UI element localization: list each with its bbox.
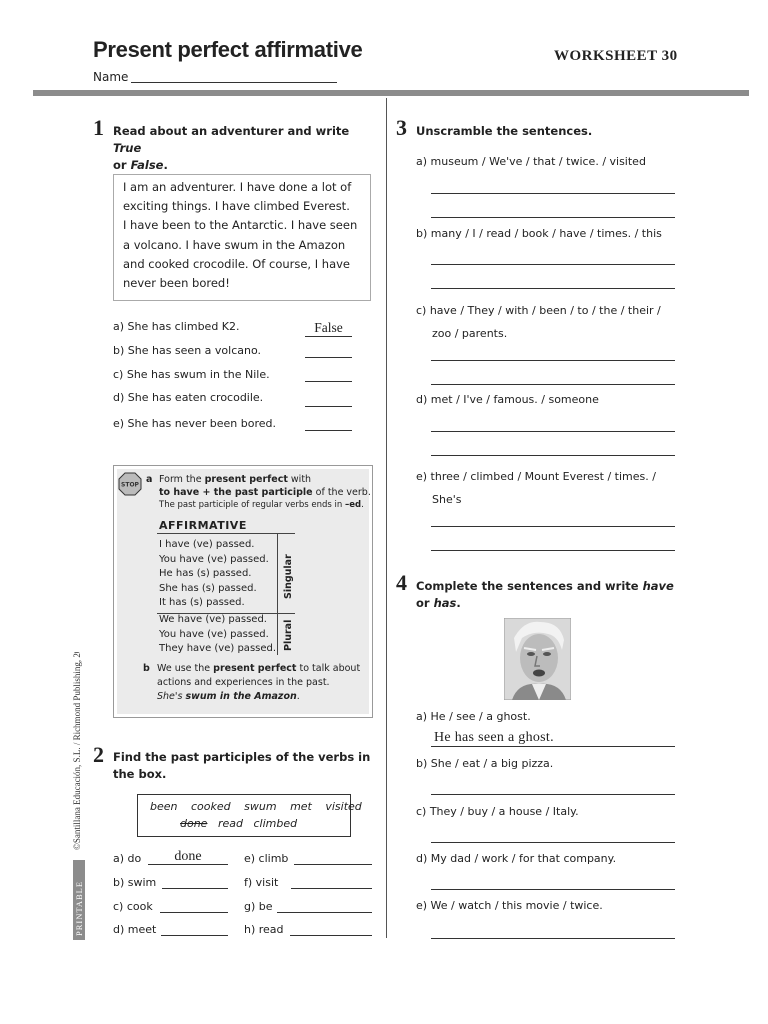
s2-answer-h[interactable] bbox=[290, 920, 372, 936]
verb-box-row-1: been cooked swum met visited bbox=[150, 800, 362, 813]
verb-box-row-2: done read climbed bbox=[180, 817, 298, 830]
table-top-rule bbox=[157, 533, 295, 534]
s2-question-d: d) meet bbox=[113, 923, 157, 936]
section-4-heading: Complete the sentences and write have or has. bbox=[416, 579, 674, 610]
s4-answer-e[interactable] bbox=[431, 938, 675, 939]
s2-question-h: h) read bbox=[244, 923, 284, 936]
s3-item-a: a) museum / We've / that / twice. / visited bbox=[416, 155, 646, 168]
plural-forms: We have (ve) passed. You have (ve) passed. They have (ve) passed. bbox=[159, 614, 277, 654]
name-line[interactable] bbox=[131, 82, 337, 83]
table-side-rule bbox=[277, 533, 278, 655]
s2-question-a: a) do bbox=[113, 852, 142, 865]
svg-text:Singular: Singular bbox=[283, 554, 294, 599]
svg-text:Plural: Plural bbox=[283, 619, 294, 651]
s4-answer-d[interactable] bbox=[431, 889, 675, 890]
s2-question-f: f) visit bbox=[244, 876, 279, 889]
s3-line-a1[interactable] bbox=[431, 193, 675, 194]
s1-question-c: c) She has swum in the Nile. bbox=[113, 368, 270, 381]
s1-answer-c[interactable] bbox=[305, 364, 352, 382]
s3-item-e: e) three / climbed / Mount Everest / times. / She's bbox=[416, 470, 656, 506]
s2-question-b: b) swim bbox=[113, 876, 157, 889]
section-1-heading: Read about an adventurer and write True or False. bbox=[113, 124, 350, 172]
section-2-number: 2 bbox=[93, 742, 104, 767]
s2-question-e: e) climb bbox=[244, 852, 289, 865]
story-text: I am an adventurer. I have done a lot of exciting things. I have climbed Everest. I have been to the Antarctic. I have seen a volcano. I have swum in the Amazon and cooked crocodile. Of course, I have never been bored! bbox=[123, 180, 358, 291]
s3-line-b1[interactable] bbox=[431, 264, 675, 265]
s3-line-c1[interactable] bbox=[431, 360, 675, 361]
s1-question-e: e) She has never been bored. bbox=[113, 417, 276, 430]
s1-answer-e[interactable] bbox=[305, 413, 352, 431]
s1-answer-d[interactable] bbox=[305, 389, 352, 407]
page-title: Present perfect affirmative bbox=[93, 37, 363, 62]
grammar-b-label: b bbox=[143, 663, 150, 674]
svg-text:STOP: STOP bbox=[121, 481, 139, 489]
worksheet-number: WORKSHEET 30 bbox=[554, 48, 678, 64]
singular-forms: I have (ve) passed. You have (ve) passed. He has (s) passed. She has (s) passed. It has (s) passed. bbox=[159, 539, 269, 608]
printable-label: PRINTABLE bbox=[74, 880, 84, 936]
s1-answer-a[interactable]: False bbox=[305, 320, 352, 337]
section-3-number: 3 bbox=[396, 115, 407, 140]
s4-answer-c[interactable] bbox=[431, 842, 675, 843]
section-4-number: 4 bbox=[396, 570, 407, 595]
s2-answer-d[interactable] bbox=[161, 920, 228, 936]
singular-label bbox=[280, 545, 294, 601]
stop-sign-icon bbox=[118, 472, 142, 496]
old-man-photo bbox=[504, 618, 571, 700]
copyright-text: ©Santillana Educación, S.L. / Richmond Publishing, 2009 bbox=[72, 652, 82, 850]
section-3-heading: Unscramble the sentences. bbox=[416, 124, 593, 138]
s2-answer-c[interactable] bbox=[160, 897, 228, 913]
s4-question-c: c) They / buy / a house / Italy. bbox=[416, 805, 579, 818]
s1-question-b: b) She has seen a volcano. bbox=[113, 344, 261, 357]
s3-line-b2[interactable] bbox=[431, 288, 675, 289]
s1-question-d: d) She has eaten crocodile. bbox=[113, 391, 264, 404]
s3-item-d: d) met / I've / famous. / someone bbox=[416, 393, 599, 406]
s4-question-d: d) My dad / work / for that company. bbox=[416, 852, 617, 865]
s3-item-c: c) have / They / with / been / to / the / their / zoo / parents. bbox=[416, 304, 661, 340]
s3-line-a2[interactable] bbox=[431, 217, 675, 218]
s3-line-d1[interactable] bbox=[431, 431, 675, 432]
s3-line-e2[interactable] bbox=[431, 550, 675, 551]
s2-answer-b[interactable] bbox=[162, 873, 228, 889]
s1-question-a: a) She has climbed K2. bbox=[113, 320, 240, 333]
name-label: Name bbox=[93, 70, 129, 84]
plural-label bbox=[280, 615, 294, 653]
section-1-number: 1 bbox=[93, 115, 104, 140]
s3-line-c2[interactable] bbox=[431, 384, 675, 385]
grammar-a-text: Form the present perfect with to have + the past participle of the verb. The past participle of regular verbs ends in –ed. bbox=[159, 474, 371, 510]
s4-question-a: a) He / see / a ghost. bbox=[416, 710, 531, 723]
s2-answer-f[interactable] bbox=[291, 873, 372, 889]
affirmative-heading: AFFIRMATIVE bbox=[159, 519, 247, 532]
s2-question-g: g) be bbox=[244, 900, 273, 913]
s4-answer-a[interactable]: He has seen a ghost. bbox=[431, 730, 675, 747]
s3-item-b: b) many / I / read / book / have / times. / this bbox=[416, 227, 662, 240]
grammar-a-label: a bbox=[146, 474, 153, 485]
grammar-b-text: We use the present perfect to talk about actions and experiences in the past. She's swum in the Amazon. bbox=[157, 663, 361, 702]
s2-answer-a[interactable]: done bbox=[148, 849, 228, 865]
s4-question-e: e) We / watch / this movie / twice. bbox=[416, 899, 603, 912]
column-divider bbox=[386, 98, 387, 938]
header-rule bbox=[33, 90, 749, 96]
s1-answer-b[interactable] bbox=[305, 341, 352, 358]
s3-line-d2[interactable] bbox=[431, 455, 675, 456]
copyright-vertical bbox=[66, 652, 86, 852]
s3-line-e1[interactable] bbox=[431, 526, 675, 527]
section-2-heading: Find the past participles of the verbs in the box. bbox=[113, 750, 371, 781]
printable-bar bbox=[73, 860, 85, 940]
s4-question-b: b) She / eat / a big pizza. bbox=[416, 757, 554, 770]
s2-question-c: c) cook bbox=[113, 900, 153, 913]
s4-answer-b[interactable] bbox=[431, 794, 675, 795]
s2-answer-e[interactable] bbox=[294, 849, 372, 865]
s2-answer-g[interactable] bbox=[277, 897, 372, 913]
